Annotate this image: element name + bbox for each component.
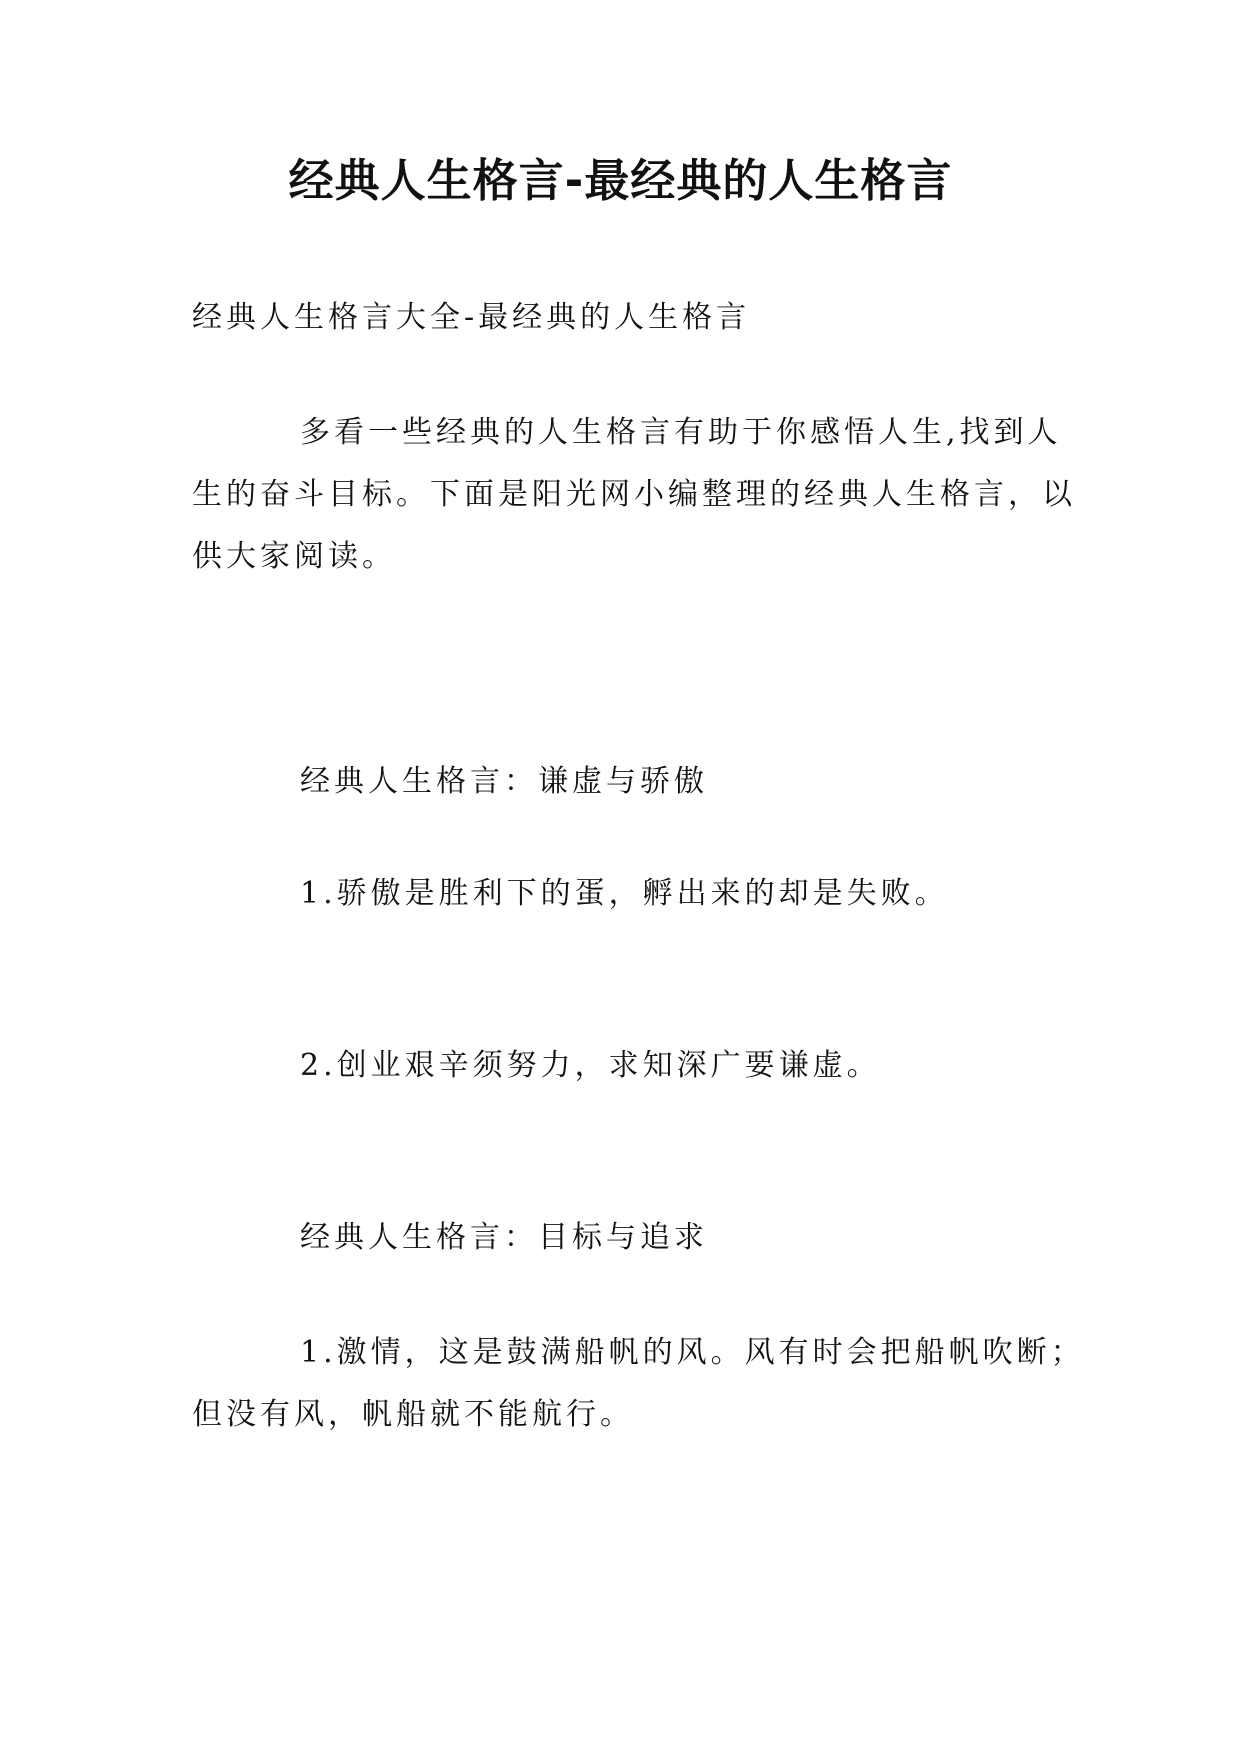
intro-paragraph	[192, 402, 1076, 588]
document-subtitle: 经典人生格言大全-最经典的人生格言	[192, 300, 751, 335]
intro-line: 供大家阅读。	[192, 539, 396, 574]
quote-line: 1.激情，这是鼓满船帆的风。风有时会把船帆吹断；	[300, 1335, 1085, 1370]
intro-line: 多看一些经典的人生格言有助于你感悟人生,找到人	[300, 415, 1062, 450]
quote-item: 1.骄傲是胜利下的蛋，孵出来的却是失败。	[300, 876, 949, 911]
quote-item	[192, 1322, 1085, 1446]
document-title: 经典人生格言-最经典的人生格言	[288, 154, 953, 207]
intro-line: 生的奋斗目标。下面是阳光网小编整理的经典人生格言，以	[192, 477, 1076, 512]
section-heading: 经典人生格言：谦虚与骄傲	[300, 764, 708, 799]
quote-item: 2.创业艰辛须努力，求知深广要谦虚。	[300, 1048, 881, 1083]
quote-line: 但没有风，帆船就不能航行。	[192, 1397, 634, 1432]
section-heading: 经典人生格言：目标与追求	[300, 1220, 708, 1255]
